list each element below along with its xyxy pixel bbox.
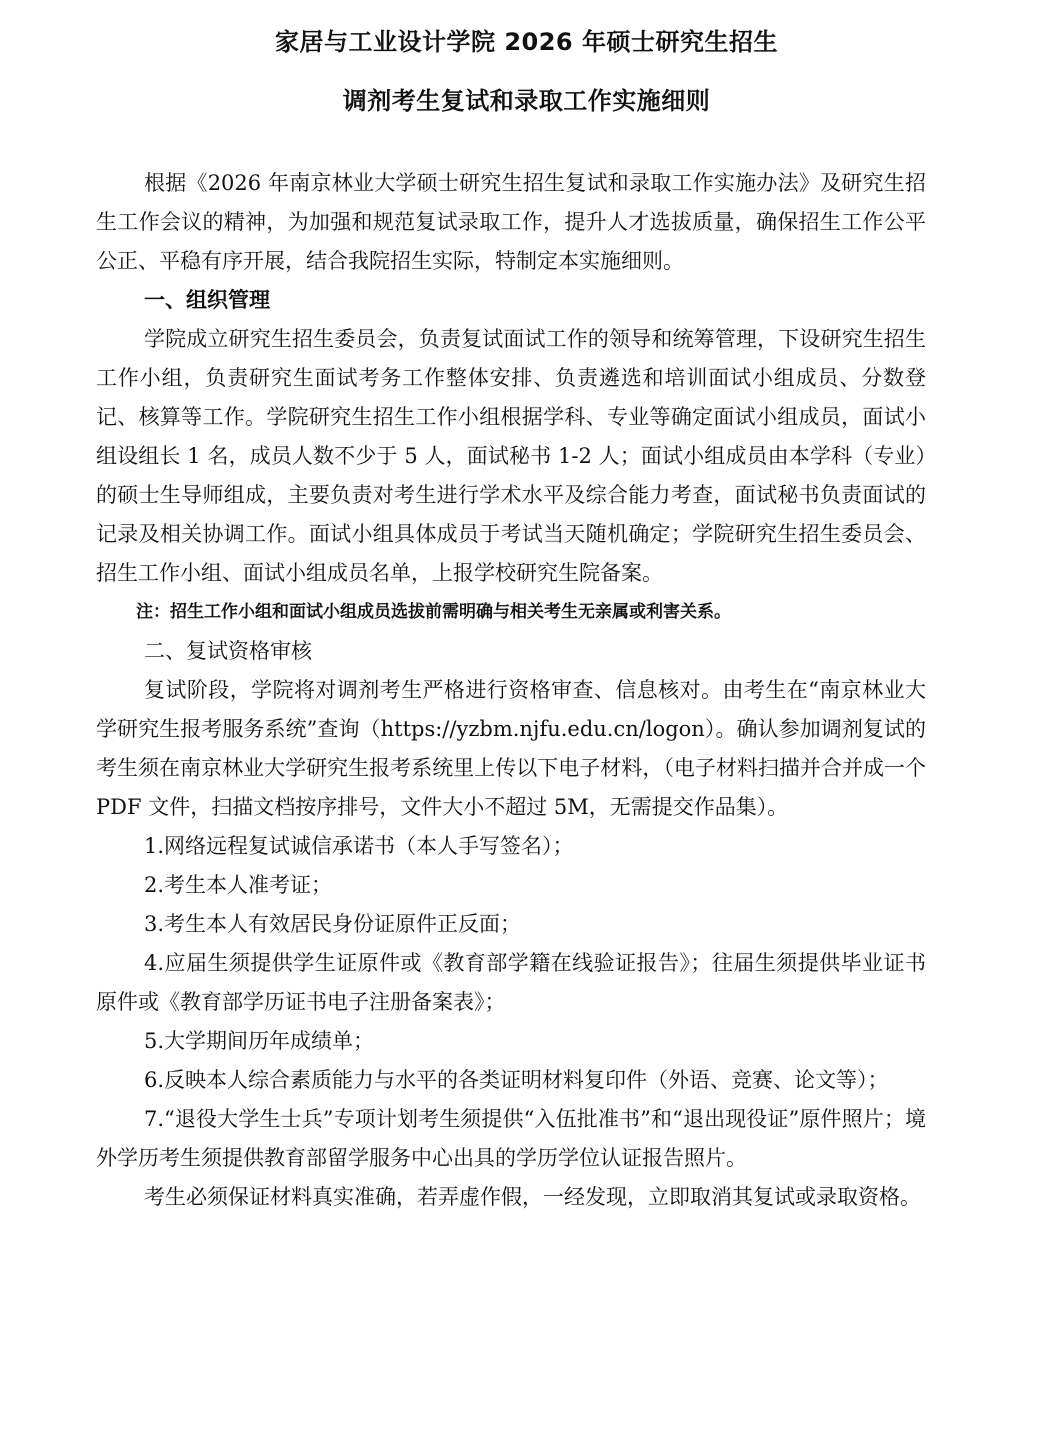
section-1-paragraph: 学院成立研究生招生委员会，负责复试面试工作的领导和统筹管理，下设研究生招生工作小组，负责研究生面试考务工作整体安排、负责遴选和培训面试小组成员、分数登记、核算等工作。学院研究生招生工作小组根据学科、专业等确定面试小组成员，面试小组设组长 1 名，成员人数不少于 5 人，面试秘书 1-2 人；面试小组成员由本学科（专业）的硕士生导师组成，主要负责对考生进行学术水平及综合能力考查，面试秘书负责面试的记录及相关协调工作。面试小组具体成员于考试当天随机确定；学院研究生招生委员会、招生工作小组、面试小组成员名单，上报学校研究生院备案。 (96, 327, 926, 585)
material-item-1: 1.网络远程复试诚信承诺书（本人手写签名）； (144, 834, 574, 858)
material-item-2: 2.考生本人准考证； (144, 873, 333, 897)
section-2-heading: 二、复试资格审核 (144, 639, 312, 663)
material-item-6: 6.反映本人综合素质能力与水平的各类证明材料复印件（外语、竞赛、论文等）； (144, 1068, 889, 1092)
material-item-4: 4.应届生须提供学生证原件或《教育部学籍在线验证报告》；往届生须提供毕业证书原件或《教育部学历证书电子注册备案表》； (96, 951, 926, 1014)
section-2-paragraph: 复试阶段，学院将对调剂考生严格进行资格审查、信息核对。由考生在“南京林业大学研究生报考服务系统”查询（https://yzbm.njfu.edu.cn/logon）。确认参加调剂复试的考生须在南京林业大学研究生报考系统里上传以下电子材料，（电子材料扫描并合并成一个 PDF 文件，扫描文档按序排号，文件大小不超过 5M，无需提交作品集）。 (96, 678, 926, 819)
material-item-5: 5.大学期间历年成绩单； (144, 1029, 375, 1053)
section-1-heading: 一、组织管理 (144, 288, 270, 312)
document-body (96, 164, 926, 1217)
document-title-line-1: 家居与工业设计学院 2026 年硕士研究生招生 (274, 28, 778, 56)
section-1-note: 注：招生工作小组和面试小组成员选拔前需明确与相关考生无亲属或利害关系。 (136, 602, 731, 622)
material-item-3: 3.考生本人有效居民身份证原件正反面； (144, 912, 522, 936)
document-title-line-2: 调剂考生复试和录取工作实施细则 (342, 87, 711, 115)
intro-paragraph: 根据《2026 年南京林业大学硕士研究生招生复试和录取工作实施办法》及研究生招生工作会议的精神，为加强和规范复试录取工作，提升人才选拔质量，确保招生工作公平公正、平稳有序开展，结合我院招生实际，特制定本实施细则。 (96, 171, 926, 273)
material-item-7: 7.“退役大学生士兵”专项计划考生须提供“入伍批准书”和“退出现役证”原件照片；境外学历考生须提供教育部留学服务中心出具的学历学位认证报告照片。 (96, 1107, 926, 1170)
closing-paragraph: 考生必须保证材料真实准确，若弄虚作假，一经发现，立即取消其复试或录取资格。 (144, 1185, 921, 1209)
